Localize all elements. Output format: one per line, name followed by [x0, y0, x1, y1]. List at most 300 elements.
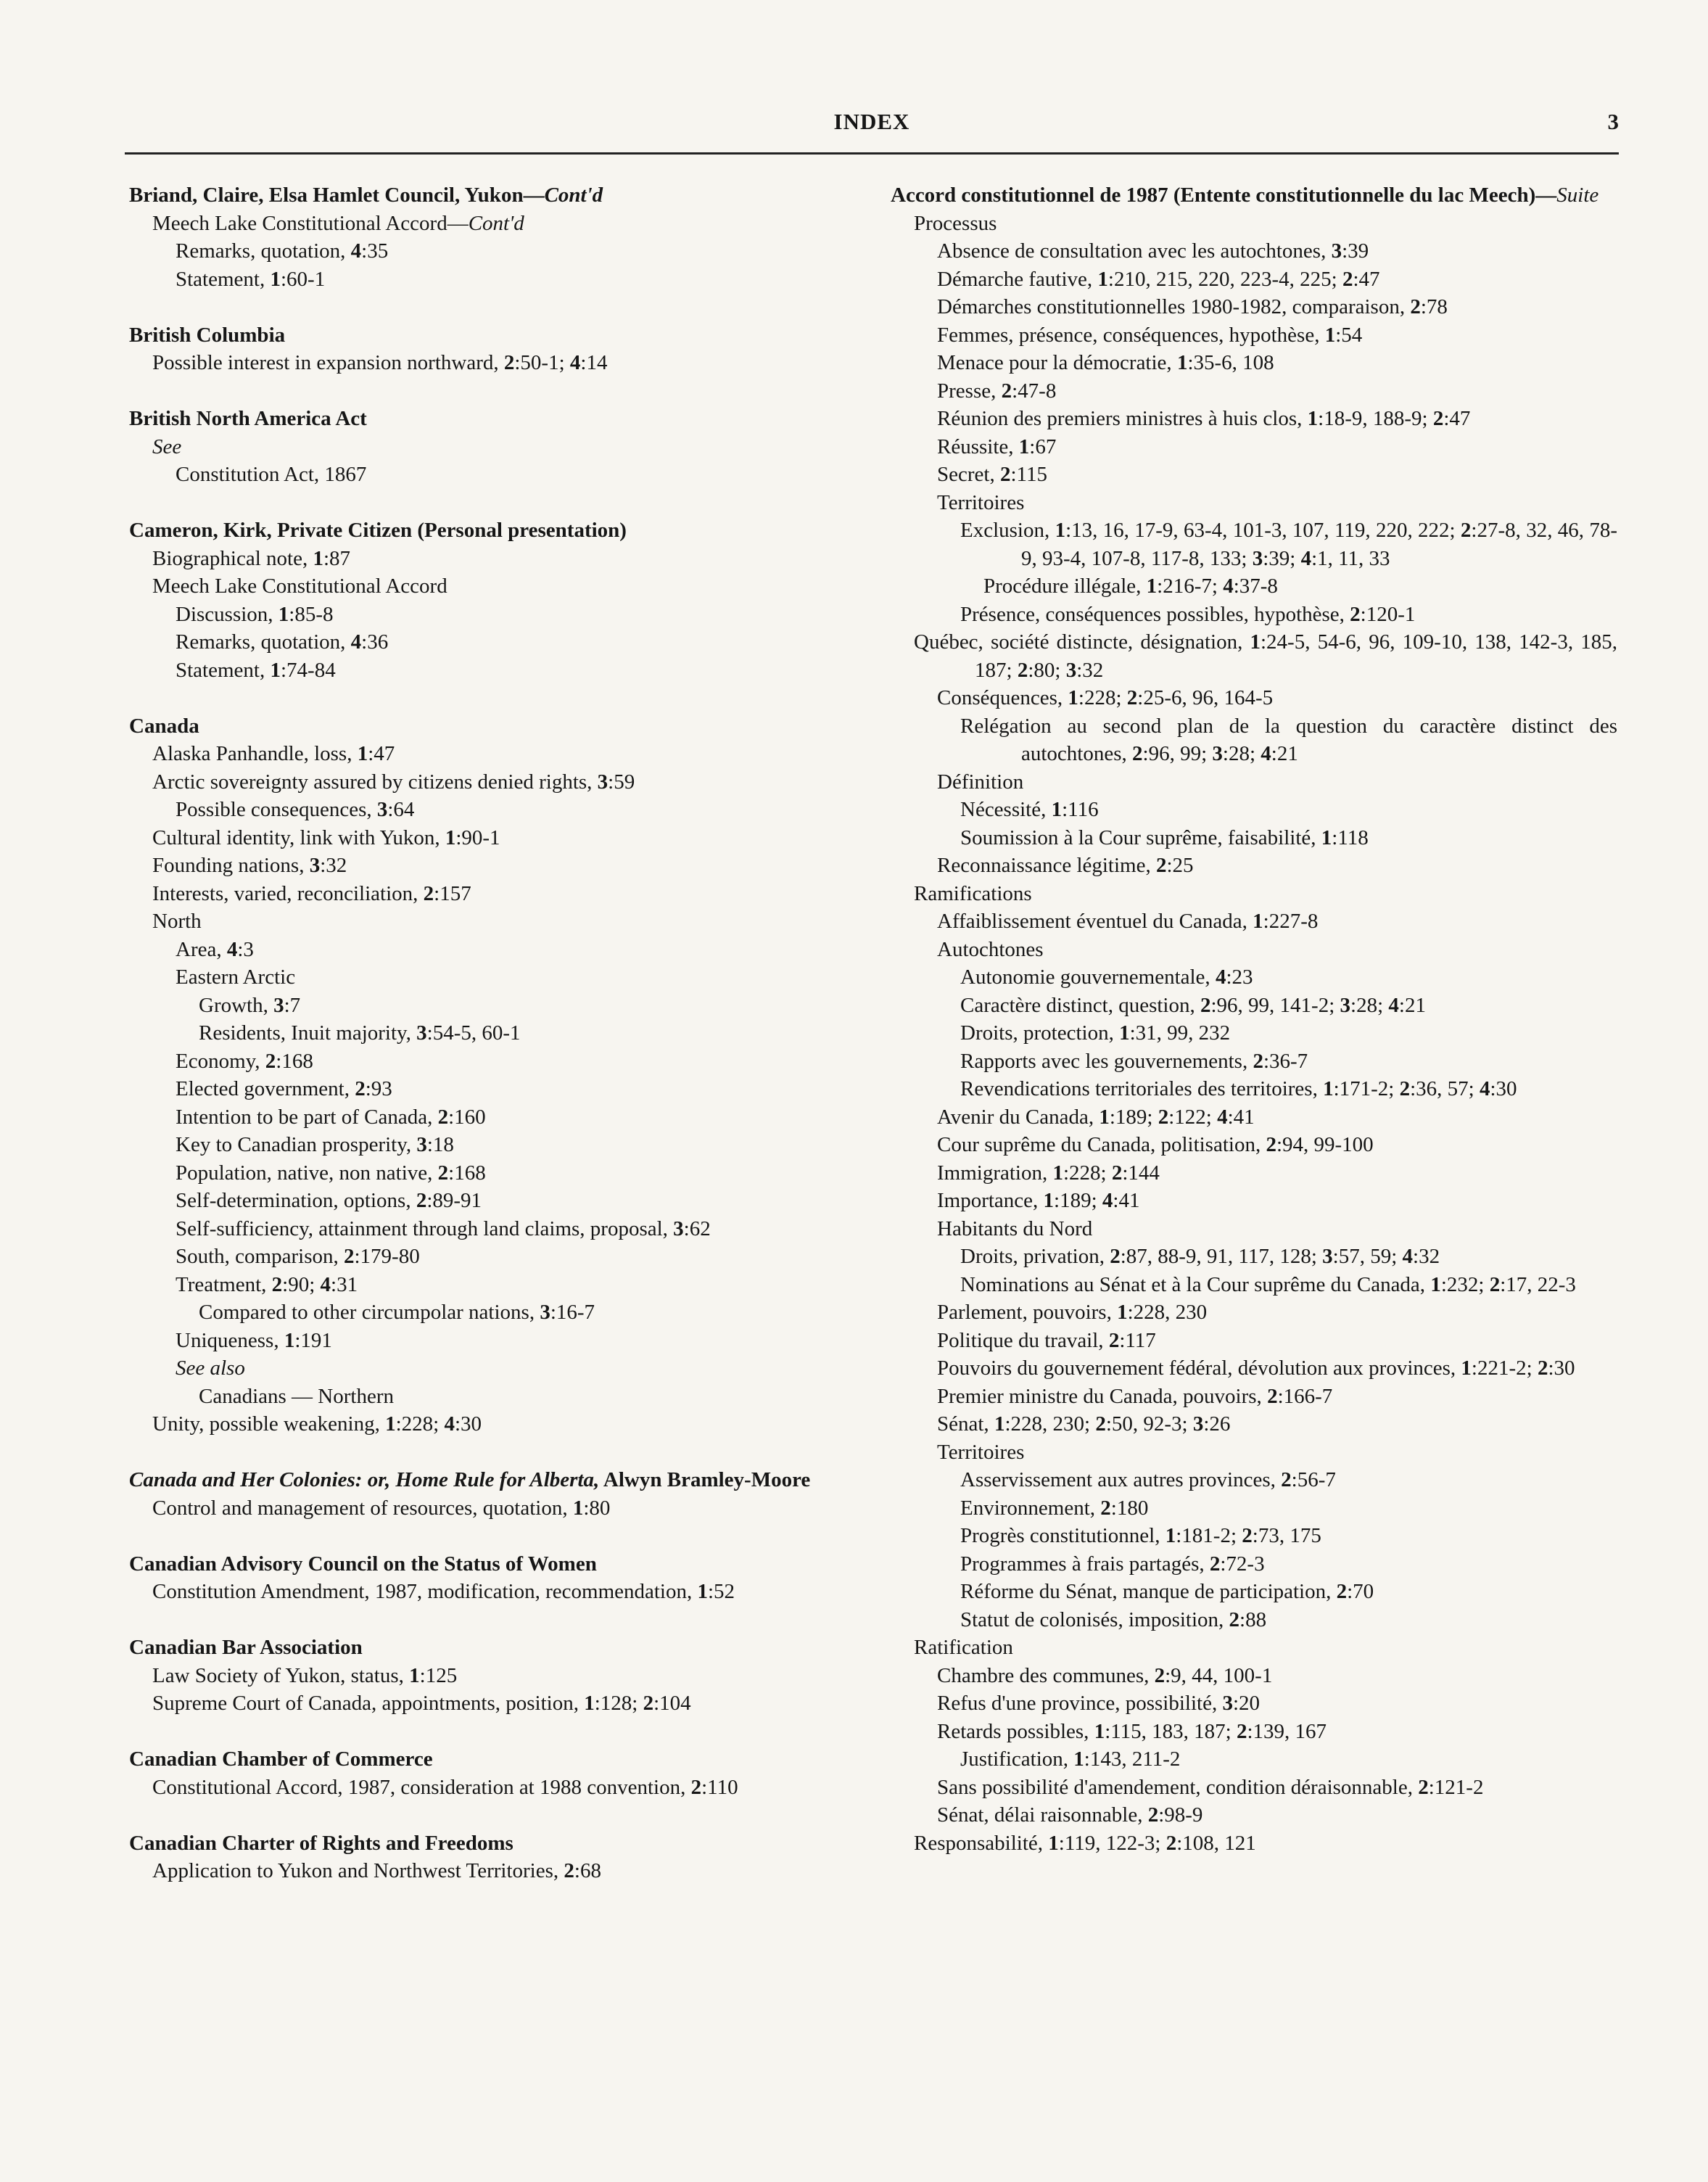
index-subentry — [129, 1159, 854, 1187]
index-text: Présence, conséquences possibles, hypothèse, — [960, 602, 1350, 626]
index-text: :72-3 — [1220, 1552, 1265, 1576]
index-text: :41 — [1113, 1189, 1140, 1212]
index-heading — [129, 1745, 854, 1774]
index-subentry — [891, 1187, 1617, 1215]
index-text: :25 — [1166, 854, 1194, 877]
index-subentry — [129, 545, 854, 573]
index-text: 4 — [350, 630, 362, 654]
index-text: Conséquences, — [937, 686, 1068, 709]
index-text: 1 — [445, 826, 456, 849]
index-text: Canadian Chamber of Commerce — [129, 1747, 433, 1771]
index-subentry — [891, 796, 1617, 824]
index-text: 1 — [1176, 351, 1188, 374]
index-subentry — [891, 1047, 1617, 1076]
index-text: Exclusion, — [960, 519, 1055, 542]
index-text: :18 — [426, 1133, 454, 1156]
index-subentry — [891, 712, 1617, 768]
index-subentry — [891, 237, 1617, 265]
index-text: :64 — [387, 798, 415, 821]
index-text: :54-5, 60-1 — [426, 1021, 521, 1045]
index-text: Revendications territoriales des territoires, — [960, 1077, 1324, 1100]
index-text: Soumission à la Cour suprême, faisabilité, — [960, 826, 1321, 849]
index-text: :166-7 — [1277, 1384, 1333, 1408]
index-text: 2 — [437, 1105, 449, 1129]
index-subentry — [891, 768, 1617, 796]
index-text: Canadian Advisory Council on the Status of Women — [129, 1552, 597, 1576]
index-text: :18-9, 188-9; — [1318, 407, 1433, 430]
index-text: :157 — [434, 881, 471, 905]
index-entry — [129, 405, 854, 489]
index-text: 2 — [1350, 602, 1361, 626]
index-text: :90-1 — [455, 826, 500, 849]
index-text: 2 — [355, 1077, 366, 1100]
index-text: Canadian Charter of Rights and Freedoms — [129, 1831, 513, 1855]
index-text: 1 — [313, 546, 323, 570]
index-text: 2 — [1236, 1719, 1247, 1743]
index-text: Procédure illégale, — [983, 575, 1147, 598]
index-text: 1 — [409, 1663, 420, 1687]
index-subentry — [129, 1383, 854, 1411]
index-text: :87 — [323, 546, 351, 570]
index-text: 1 — [1430, 1272, 1441, 1296]
index-text: 2 — [1155, 854, 1167, 877]
index-text: 3 — [1340, 993, 1351, 1017]
index-text: Pouvoirs du gouvernement fédéral, dévolution aux provinces, — [937, 1356, 1461, 1380]
index-subentry — [129, 1327, 854, 1355]
index-text: 1 — [1119, 1021, 1130, 1045]
index-text: :47 — [1353, 267, 1380, 291]
index-text: 2 — [1229, 1607, 1240, 1631]
index-text: Avenir du Canada, — [937, 1105, 1100, 1129]
index-text: :68 — [574, 1859, 601, 1882]
index-text: Meech Lake Constitutional Accord— — [152, 211, 469, 235]
index-text: Justification, — [960, 1747, 1074, 1771]
index-subentry — [891, 880, 1617, 908]
index-text: 4 — [1102, 1189, 1113, 1212]
index-text: 4 — [1402, 1245, 1414, 1268]
index-text: :117 — [1119, 1328, 1156, 1352]
index-text: :13, 16, 17-9, 63-4, 101-3, 107, 119, 220, 222; — [1065, 519, 1461, 542]
index-subentry — [891, 321, 1617, 350]
index-text: 2 — [1001, 379, 1012, 403]
index-text: British North America Act — [129, 407, 367, 430]
index-subentry — [891, 1829, 1617, 1858]
index-subentry — [129, 1298, 854, 1327]
index-subentry — [891, 1131, 1617, 1159]
index-text: :52 — [707, 1580, 735, 1603]
index-text: :57, 59; — [1332, 1245, 1403, 1268]
index-subentry — [129, 349, 854, 377]
index-text: 1 — [1018, 435, 1030, 458]
index-text: Environnement, — [960, 1496, 1101, 1520]
index-text: :30 — [454, 1412, 482, 1436]
index-entry — [129, 1634, 854, 1718]
index-text: :37-8 — [1233, 575, 1278, 598]
index-subentry — [129, 852, 854, 880]
index-text: Reconnaissance légitime, — [937, 854, 1156, 877]
index-text: :1, 11, 33 — [1311, 546, 1390, 570]
index-text: 2 — [1410, 295, 1421, 318]
index-subentry — [891, 1298, 1617, 1327]
index-text: Retards possibles, — [937, 1719, 1094, 1743]
index-text: 4 — [569, 351, 581, 374]
index-subentry — [891, 936, 1617, 964]
index-text: Intention to be part of Canada, — [176, 1105, 438, 1129]
index-subentry — [129, 768, 854, 796]
index-text: Premier ministre du Canada, pouvoirs, — [937, 1384, 1268, 1408]
index-text: :17, 22-3 — [1500, 1272, 1576, 1296]
index-text: :228; — [395, 1412, 445, 1436]
index-heading — [891, 181, 1617, 210]
index-subentry — [891, 1383, 1617, 1411]
index-text: Control and management of resources, quotation, — [152, 1496, 573, 1520]
index-text: Cour suprême du Canada, politisation, — [937, 1133, 1266, 1156]
index-text: Politique du travail, — [937, 1328, 1109, 1352]
index-text: 1 — [1324, 323, 1336, 347]
index-text: Self-sufficiency, attainment through land claims, proposal, — [176, 1216, 674, 1240]
index-subentry — [129, 1494, 854, 1523]
index-text: 1 — [1307, 407, 1319, 430]
index-text: :115 — [1010, 463, 1047, 486]
index-text: :21 — [1398, 993, 1426, 1017]
index-text: Relégation au second plan de la question du caractère distinct des autochtones, — [960, 714, 1617, 765]
index-text: :35-6, 108 — [1187, 351, 1274, 374]
index-text: 2 — [1100, 1496, 1111, 1520]
index-subentry — [891, 377, 1617, 405]
index-text: 2 — [1432, 407, 1444, 430]
page-header — [125, 109, 1619, 155]
index-text: 2 — [1242, 1524, 1253, 1547]
index-text: 1 — [584, 1692, 595, 1715]
index-text: :94, 99-100 — [1276, 1133, 1374, 1156]
index-subentry — [891, 1662, 1617, 1690]
index-text: :23 — [1226, 966, 1253, 989]
index-text: :210, 215, 220, 223-4, 225; — [1107, 267, 1342, 291]
index-text: 2 — [271, 1272, 283, 1296]
index-text: 3 — [1212, 742, 1223, 765]
index-subentry — [891, 1801, 1617, 1829]
index-text: 1 — [1165, 1524, 1176, 1547]
index-text: 2 — [1267, 1384, 1278, 1408]
index-text: Unity, possible weakening, — [152, 1412, 386, 1436]
index-text: :41 — [1227, 1105, 1255, 1129]
index-text: :119, 122-3; — [1058, 1831, 1166, 1855]
index-text: See also — [176, 1356, 245, 1380]
index-subentry — [891, 824, 1617, 852]
index-text: 2 — [437, 1161, 449, 1185]
index-heading — [129, 181, 854, 210]
index-text: Absence de consultation avec les autochtones, — [937, 239, 1332, 263]
index-text: :50, 92-3; — [1105, 1412, 1193, 1436]
index-text: :78 — [1420, 295, 1448, 318]
index-text: Canada and Her Colonies: or, Home Rule for Alberta, — [129, 1468, 600, 1491]
index-subentry — [891, 1243, 1617, 1271]
index-text: Biographical note, — [152, 546, 313, 570]
index-text: :227-8 — [1263, 910, 1319, 933]
index-text: :216-7; — [1157, 575, 1224, 598]
index-text: Programmes à frais partagés, — [960, 1552, 1210, 1576]
index-text: 3 — [1065, 658, 1077, 682]
index-text: 3 — [309, 854, 321, 877]
index-text: :104 — [653, 1692, 691, 1715]
index-subentry — [129, 1354, 854, 1383]
index-text: 1 — [270, 267, 281, 291]
index-text: :90; — [282, 1272, 321, 1296]
index-subentry — [129, 572, 854, 601]
index-subentry — [129, 907, 854, 936]
index-entry — [891, 181, 1617, 1857]
index-text: 2 — [1460, 519, 1472, 542]
index-subentry — [891, 461, 1617, 489]
index-subentry — [891, 963, 1617, 992]
index-text: Progrès constitutionnel, — [960, 1524, 1166, 1547]
index-subentry — [891, 1466, 1617, 1494]
index-text: Processus — [914, 211, 997, 235]
index-text: 1 — [1321, 826, 1332, 849]
index-text: :26 — [1203, 1412, 1231, 1436]
index-subentry — [129, 1103, 854, 1132]
index-text: 2 — [1209, 1552, 1221, 1576]
index-text: 2 — [1342, 267, 1353, 291]
index-text: :171-2; — [1333, 1077, 1400, 1100]
index-entry — [129, 516, 854, 684]
index-text: Founding nations, — [152, 854, 310, 877]
index-text: :179-80 — [354, 1245, 420, 1268]
index-text: :228, 230; — [1004, 1412, 1096, 1436]
index-text: Ratification — [914, 1636, 1013, 1659]
index-text: 1 — [1094, 1719, 1105, 1743]
index-text: Québec, société distincte, désignation, — [914, 630, 1250, 654]
index-text: 1 — [270, 658, 281, 682]
index-text: Economy, — [176, 1049, 265, 1073]
index-text: 3 — [1331, 239, 1342, 263]
index-text: Démarche fautive, — [937, 267, 1098, 291]
index-text: 2 — [1095, 1412, 1106, 1436]
index-subentry — [891, 489, 1617, 517]
index-subentry — [891, 1550, 1617, 1578]
index-text: 1 — [1117, 1301, 1128, 1324]
index-text: :50-1; — [514, 351, 570, 374]
index-text: 1 — [994, 1412, 1005, 1436]
page-number: 3 — [1607, 109, 1619, 134]
index-text: :181-2; — [1176, 1524, 1242, 1547]
index-text: 3 — [1252, 546, 1263, 570]
index-text: 3 — [540, 1301, 550, 1324]
index-subentry — [129, 824, 854, 852]
index-text: Autochtones — [937, 937, 1044, 961]
index-text: Residents, Inuit majority, — [199, 1021, 417, 1045]
index-text: Nécessité, — [960, 798, 1052, 821]
index-text: 1 — [1048, 1831, 1059, 1855]
index-subentry — [891, 1718, 1617, 1746]
index-subentry — [891, 601, 1617, 629]
index-subentry — [891, 1745, 1617, 1774]
index-subentry — [129, 1019, 854, 1047]
index-text: 2 — [1111, 1161, 1123, 1185]
index-subentry — [129, 1662, 854, 1690]
index-text: 4 — [1261, 742, 1271, 765]
index-text: 2 — [1399, 1077, 1411, 1100]
index-entry — [129, 1466, 854, 1522]
index-text: Arctic sovereignty assured by citizens denied rights, — [152, 770, 598, 794]
index-text: Nominations au Sénat et à la Cour suprême du Canada, — [960, 1272, 1431, 1296]
index-subentry — [129, 992, 854, 1020]
index-subentry — [129, 461, 854, 489]
index-text: 2 — [1489, 1272, 1501, 1296]
index-text: 1 — [1051, 798, 1063, 821]
index-subentry — [129, 1689, 854, 1718]
index-text: 1 — [1253, 910, 1263, 933]
index-subentry — [891, 516, 1617, 572]
index-text: 3 — [597, 770, 608, 794]
index-text: :80 — [583, 1496, 611, 1520]
index-text: Immigration, — [937, 1161, 1053, 1185]
index-text: :39; — [1263, 546, 1301, 570]
index-text: :59 — [608, 770, 635, 794]
index-text: 1 — [1073, 1747, 1084, 1771]
index-entry — [129, 321, 854, 377]
index-text: :24-5, 54-6, 96, 109-10, 138, 142-3, 185, 187; — [975, 630, 1618, 682]
index-text: :47 — [1443, 407, 1471, 430]
index-column-right — [891, 181, 1617, 1857]
index-text: Suite — [1556, 184, 1599, 207]
index-subentry — [891, 1689, 1617, 1718]
index-text: Droits, protection, — [960, 1021, 1120, 1045]
index-text: :85-8 — [289, 602, 334, 626]
index-text: 4 — [350, 239, 362, 263]
index-subentry — [129, 1410, 854, 1438]
index-text: :189; — [1054, 1189, 1102, 1212]
index-text: Interests, varied, reconciliation, — [152, 881, 424, 905]
index-subentry — [129, 1578, 854, 1606]
index-text: Affaiblissement éventuel du Canada, — [937, 910, 1253, 933]
index-text: 2 — [503, 351, 515, 374]
index-text: :122; — [1168, 1105, 1218, 1129]
index-text: Cultural identity, link with Yukon, — [152, 826, 445, 849]
index-subentry — [891, 1606, 1617, 1634]
index-text: Briand, Claire, Elsa Hamlet Council, Yukon— — [129, 184, 545, 207]
index-text: :108, 121 — [1176, 1831, 1256, 1855]
index-text: 2 — [1147, 1803, 1159, 1827]
index-text: :16-7 — [550, 1301, 595, 1324]
index-subentry — [129, 1774, 854, 1802]
index-heading — [129, 516, 854, 545]
index-text: :28; — [1350, 993, 1389, 1017]
index-subentry — [891, 1354, 1617, 1383]
index-subentry — [129, 1047, 854, 1076]
index-text: Statut de colonisés, imposition, — [960, 1607, 1229, 1631]
index-text: 3 — [416, 1133, 427, 1156]
index-entry — [129, 712, 854, 1438]
index-text: :73, 175 — [1252, 1524, 1321, 1547]
index-entry — [129, 1550, 854, 1606]
index-subentry — [891, 684, 1617, 712]
index-text: 4 — [1300, 546, 1312, 570]
index-text: :39 — [1342, 239, 1369, 263]
index-text: Réforme du Sénat, manque de participation, — [960, 1580, 1337, 1603]
index-text: North — [152, 910, 202, 933]
index-text: :27-8, 32, 46, 78-9, 93-4, 107-8, 117-8, 133; — [1021, 519, 1617, 570]
index-text: 4 — [1217, 1105, 1228, 1129]
index-text: 1 — [278, 602, 289, 626]
index-text: 1 — [1099, 1105, 1110, 1129]
index-text: 1 — [572, 1496, 584, 1520]
index-heading — [129, 1550, 854, 1578]
index-text: 1 — [697, 1580, 708, 1603]
index-subentry — [891, 852, 1617, 880]
index-text: Droits, privation, — [960, 1245, 1110, 1268]
index-text: Cameron, Kirk, Private Citizen (Personal presentation) — [129, 519, 627, 542]
index-heading — [129, 1634, 854, 1662]
index-text: 2 — [344, 1245, 355, 1268]
index-text: Law Society of Yukon, status, — [152, 1663, 410, 1687]
index-text: :32 — [1076, 658, 1104, 682]
index-subentry — [129, 265, 854, 294]
index-subentry — [891, 433, 1617, 461]
index-text: 4 — [226, 937, 238, 961]
index-subentry — [891, 1271, 1617, 1299]
index-text: :25-6, 96, 164-5 — [1137, 686, 1274, 709]
index-text: Définition — [937, 770, 1024, 794]
index-text: :96, 99, 141-2; — [1210, 993, 1340, 1017]
index-text: Possible consequences, — [176, 798, 377, 821]
index-text: 2 — [416, 1189, 427, 1212]
index-text: 2 — [690, 1775, 702, 1799]
index-text: Femmes, présence, conséquences, hypothèse, — [937, 323, 1325, 347]
index-text: Réussite, — [937, 435, 1019, 458]
index-text: :228; — [1063, 1161, 1112, 1185]
index-subentry — [129, 963, 854, 992]
index-text: :180 — [1110, 1496, 1149, 1520]
index-text: Démarches constitutionnelles 1980-1982, comparaison, — [937, 295, 1411, 318]
index-text: :14 — [580, 351, 608, 374]
index-text: :232; — [1440, 1272, 1490, 1296]
index-text: See — [152, 435, 182, 458]
index-text: Compared to other circumpolar nations, — [199, 1301, 540, 1324]
index-text: :191 — [294, 1328, 332, 1352]
index-text: :56-7 — [1291, 1468, 1336, 1491]
index-heading — [129, 405, 854, 433]
index-heading — [129, 1466, 854, 1494]
index-subentry — [891, 1327, 1617, 1355]
index-subentry — [129, 237, 854, 265]
index-text: :9, 44, 100-1 — [1165, 1663, 1273, 1687]
index-text: Supreme Court of Canada, appointments, position, — [152, 1692, 585, 1715]
index-subentry — [891, 1075, 1617, 1103]
index-subentry — [129, 936, 854, 964]
index-subentry — [891, 907, 1617, 936]
index-text: 4 — [1215, 966, 1226, 989]
index-text: :139, 167 — [1247, 1719, 1327, 1743]
index-text: Menace pour la démocratie, — [937, 351, 1177, 374]
index-text: :96, 99; — [1142, 742, 1213, 765]
index-text: :143, 211-2 — [1084, 1747, 1181, 1771]
index-text: 4 — [1388, 993, 1399, 1017]
index-text: 2 — [643, 1692, 654, 1715]
index-text: :30 — [1548, 1356, 1575, 1380]
index-text: 1 — [1068, 686, 1078, 709]
index-text: 1 — [1250, 630, 1261, 654]
index-subentry — [891, 1410, 1617, 1438]
index-text: Constitution Act, 1867 — [176, 463, 367, 486]
index-text: :7 — [284, 993, 301, 1017]
index-heading — [129, 1829, 854, 1858]
index-text: :67 — [1029, 435, 1057, 458]
index-text: :20 — [1232, 1692, 1261, 1715]
index-text: Ramifications — [914, 881, 1032, 905]
index-text: :228, 230 — [1127, 1301, 1208, 1324]
index-text: :32 — [320, 854, 347, 877]
